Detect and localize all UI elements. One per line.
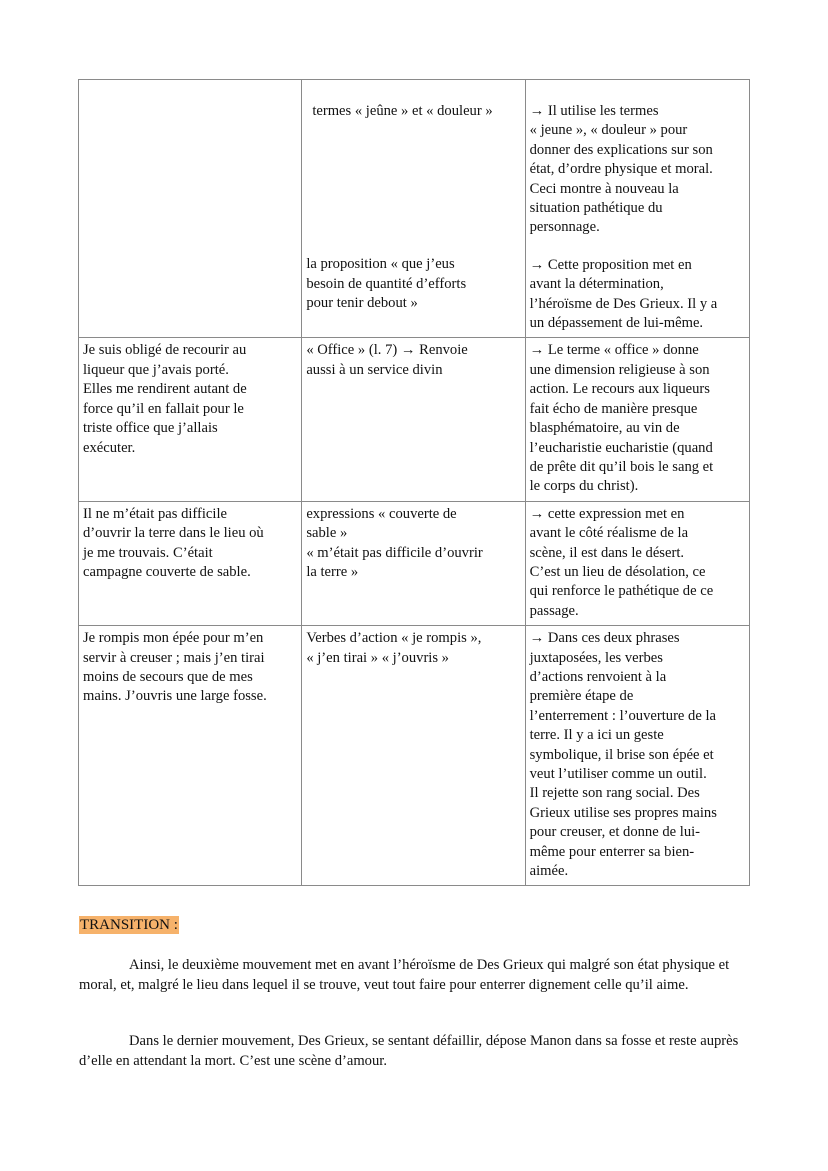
- table-row: [79, 80, 750, 338]
- transition-label: TRANSITION :: [80, 917, 178, 933]
- quote-cell: Je suis obligé de recourir au liqueur que j’avais porté. Elles me rendirent autant de force qu’il en fallait pour le triste office que j’allais exécuter.: [79, 338, 302, 501]
- procede-cell: « Office » (l. 7) → Renvoie aussi à un service divin: [302, 338, 525, 501]
- paragraph-1: Ainsi, le deuxième mouvement met en avant l’héroïsme de Des Grieux qui malgré son état physique et moral, et, malgré le lieu dans lequel il se trouve, veut tout faire pour enterrer dignement celle qu’il aime.: [79, 957, 730, 993]
- table-row: [79, 626, 750, 886]
- procede-text-1: termes « jeûne » et « douleur »: [312, 103, 493, 119]
- interpretation-cell: → Le terme « office » donne une dimension religieuse à son action. Le recours aux liqueurs fait écho de manière presque blasphématoire, au vin de l’eucharistie eucharistie (quand de prête dit qu’il bois le sang et le corps du christ).: [525, 338, 749, 501]
- quote-cell: Je rompis mon épée pour m’en servir à creuser ; mais j’en tirai moins de secours que de mes mains. J’ouvris une large fosse.: [79, 626, 302, 886]
- procede-cell: Verbes d’action « je rompis », « j’en tirai » « j’ouvris »: [302, 626, 525, 886]
- interpretation-text-2: → Cette proposition met en avant la détermination, l’héroïsme de Des Grieux. Il y a un dépassement de lui-même.: [529, 256, 718, 332]
- paragraph-2: Dans le dernier mouvement, Des Grieux, se sentant défaillir, dépose Manon dans sa fosse et reste auprès d’elle en attendant la mort. C’est une scène d’amour.: [79, 1033, 739, 1069]
- procede-cell: expressions « couverte de sable » « m’était pas difficile d’ouvrir la terre »: [302, 501, 525, 625]
- transition-heading: [79, 915, 179, 935]
- interpretation-text-1: → Il utilise les termes « jeune », « douleur » pour donner des explications sur son état, d’ordre physique et moral. Ceci montre à nouveau la situation pathétique du personnage.: [529, 103, 713, 236]
- procede-cell: [302, 80, 525, 338]
- interpretation-cell: → cette expression met en avant le côté réalisme de la scène, il est dans le désert. C’est un lieu de désolation, ce qui renforce le pathétique de ce passage.: [525, 501, 749, 625]
- interpretation-cell: → Dans ces deux phrases juxtaposées, les verbes d’actions renvoient à la première étape de l’enterrement : l’ouverture de la terre. Il y a ici un geste symbolique, il brise son épée et veut l’utiliser comme un outil. Il rejette son rang social. Des Grieux utilise ses propres mains pour creuser, et donne de lui- même pour enterrer sa bien- aimée.: [525, 626, 749, 886]
- procede-text-2: la proposition « que j’eus besoin de quantité d’efforts pour tenir debout »: [306, 256, 467, 312]
- quote-cell: Il ne m’était pas difficile d’ouvrir la terre dans le lieu où je me trouvais. C’était campagne couverte de sable.: [79, 501, 302, 625]
- quote-cell: [79, 80, 302, 338]
- analysis-table: [78, 79, 750, 886]
- table-row: [79, 338, 750, 501]
- interpretation-cell: [525, 80, 749, 338]
- table-row: [79, 501, 750, 625]
